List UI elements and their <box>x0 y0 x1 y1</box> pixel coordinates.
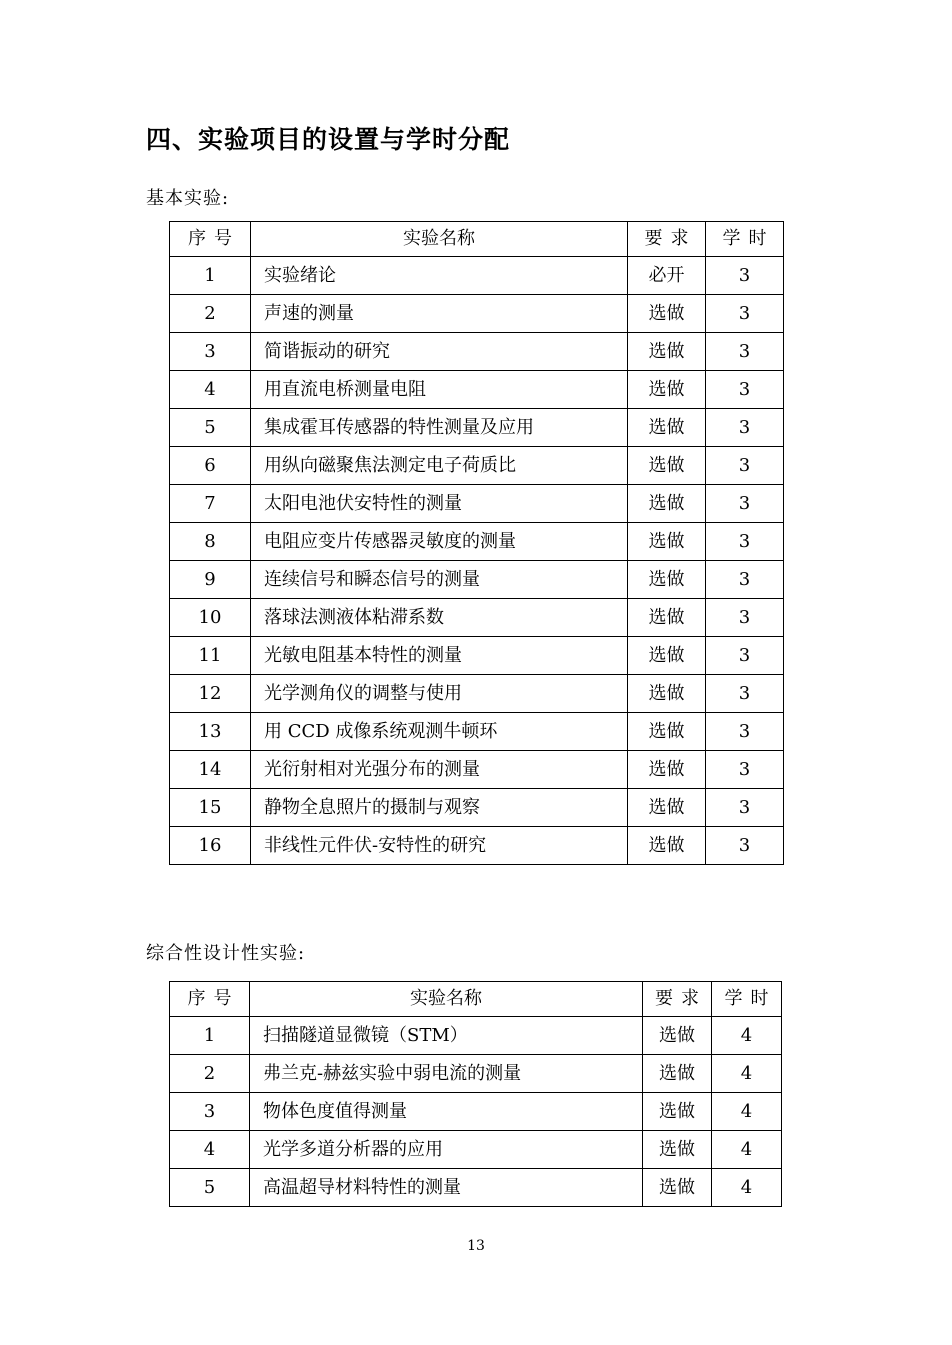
design-experiments-table <box>169 981 782 1207</box>
table-row <box>170 1017 782 1055</box>
table-row <box>170 1169 782 1207</box>
requirement: 选做 <box>628 675 706 713</box>
table-row <box>170 1093 782 1131</box>
requirement: 选做 <box>628 295 706 333</box>
row-number: 4 <box>170 1131 250 1169</box>
table-row <box>170 675 784 713</box>
table-row <box>170 257 784 295</box>
table-row <box>170 713 784 751</box>
table-row <box>170 409 784 447</box>
experiment-name: 扫描隧道显微镜（STM） <box>250 1017 643 1055</box>
hours: 3 <box>706 827 784 865</box>
header-no: 序号 <box>170 222 251 257</box>
row-number: 15 <box>170 789 251 827</box>
table-row <box>170 561 784 599</box>
requirement: 选做 <box>628 713 706 751</box>
table-row <box>170 637 784 675</box>
experiment-name: 非线性元件伏-安特性的研究 <box>251 827 628 865</box>
experiment-name: 光衍射相对光强分布的测量 <box>251 751 628 789</box>
experiment-name: 用 CCD 成像系统观测牛顿环 <box>251 713 628 751</box>
row-number: 10 <box>170 599 251 637</box>
hours: 3 <box>706 675 784 713</box>
row-number: 8 <box>170 523 251 561</box>
experiment-name: 光学测角仪的调整与使用 <box>251 675 628 713</box>
requirement: 选做 <box>628 409 706 447</box>
requirement: 选做 <box>628 827 706 865</box>
experiment-name: 电阻应变片传感器灵敏度的测量 <box>251 523 628 561</box>
row-number: 3 <box>170 333 251 371</box>
row-number: 4 <box>170 371 251 409</box>
header-hours: 学时 <box>706 222 784 257</box>
requirement: 选做 <box>628 599 706 637</box>
hours: 4 <box>712 1055 782 1093</box>
requirement: 选做 <box>628 789 706 827</box>
table-row <box>170 1055 782 1093</box>
experiment-name: 用直流电桥测量电阻 <box>251 371 628 409</box>
row-number: 1 <box>170 1017 250 1055</box>
requirement: 选做 <box>643 1131 712 1169</box>
basic-experiments-table <box>169 221 784 865</box>
row-number: 6 <box>170 447 251 485</box>
hours: 3 <box>706 333 784 371</box>
experiment-name: 声速的测量 <box>251 295 628 333</box>
requirement: 选做 <box>628 371 706 409</box>
table-row <box>170 485 784 523</box>
row-number: 16 <box>170 827 251 865</box>
table-row <box>170 1131 782 1169</box>
basic-section-label: 基本实验: <box>146 188 230 209</box>
requirement: 选做 <box>628 485 706 523</box>
table-header-row <box>170 222 784 257</box>
requirement: 选做 <box>643 1169 712 1207</box>
table-row <box>170 523 784 561</box>
table-row <box>170 295 784 333</box>
row-number: 13 <box>170 713 251 751</box>
table-row <box>170 751 784 789</box>
table-row <box>170 599 784 637</box>
experiment-name: 物体色度值得测量 <box>250 1093 643 1131</box>
experiment-name: 光敏电阻基本特性的测量 <box>251 637 628 675</box>
requirement: 选做 <box>628 447 706 485</box>
table-row <box>170 789 784 827</box>
requirement: 选做 <box>643 1093 712 1131</box>
header-requirement: 要求 <box>628 222 706 257</box>
row-number: 2 <box>170 1055 250 1093</box>
experiment-name: 简谐振动的研究 <box>251 333 628 371</box>
hours: 3 <box>706 599 784 637</box>
hours: 3 <box>706 257 784 295</box>
hours: 3 <box>706 637 784 675</box>
experiment-name: 光学多道分析器的应用 <box>250 1131 643 1169</box>
header-no: 序号 <box>170 982 250 1017</box>
header-name: 实验名称 <box>251 222 628 257</box>
row-number: 5 <box>170 409 251 447</box>
hours: 3 <box>706 523 784 561</box>
hours: 3 <box>706 789 784 827</box>
row-number: 3 <box>170 1093 250 1131</box>
page-title: 四、实验项目的设置与学时分配 <box>146 125 511 154</box>
experiment-name: 弗兰克-赫兹实验中弱电流的测量 <box>250 1055 643 1093</box>
hours: 4 <box>712 1131 782 1169</box>
row-number: 5 <box>170 1169 250 1207</box>
hours: 3 <box>706 409 784 447</box>
row-number: 12 <box>170 675 251 713</box>
table-row <box>170 827 784 865</box>
requirement: 选做 <box>628 523 706 561</box>
table-header-row <box>170 982 782 1017</box>
experiment-name: 静物全息照片的摄制与观察 <box>251 789 628 827</box>
table-row <box>170 333 784 371</box>
row-number: 7 <box>170 485 251 523</box>
hours: 3 <box>706 447 784 485</box>
header-hours: 学时 <box>712 982 782 1017</box>
hours: 3 <box>706 561 784 599</box>
hours: 3 <box>706 371 784 409</box>
requirement: 必开 <box>628 257 706 295</box>
experiment-name: 高温超导材料特性的测量 <box>250 1169 643 1207</box>
design-section-label: 综合性设计性实验: <box>146 943 306 964</box>
hours: 3 <box>706 485 784 523</box>
requirement: 选做 <box>628 751 706 789</box>
row-number: 14 <box>170 751 251 789</box>
requirement: 选做 <box>628 333 706 371</box>
row-number: 11 <box>170 637 251 675</box>
experiment-name: 实验绪论 <box>251 257 628 295</box>
header-name: 实验名称 <box>250 982 643 1017</box>
hours: 4 <box>712 1093 782 1131</box>
row-number: 2 <box>170 295 251 333</box>
hours: 3 <box>706 713 784 751</box>
row-number: 9 <box>170 561 251 599</box>
hours: 4 <box>712 1169 782 1207</box>
experiment-name: 连续信号和瞬态信号的测量 <box>251 561 628 599</box>
requirement: 选做 <box>628 637 706 675</box>
row-number: 1 <box>170 257 251 295</box>
experiment-name: 集成霍耳传感器的特性测量及应用 <box>251 409 628 447</box>
requirement: 选做 <box>628 561 706 599</box>
hours: 4 <box>712 1017 782 1055</box>
requirement: 选做 <box>643 1017 712 1055</box>
hours: 3 <box>706 751 784 789</box>
experiment-name: 太阳电池伏安特性的测量 <box>251 485 628 523</box>
hours: 3 <box>706 295 784 333</box>
requirement: 选做 <box>643 1055 712 1093</box>
experiment-name: 用纵向磁聚焦法测定电子荷质比 <box>251 447 628 485</box>
table-row <box>170 371 784 409</box>
page-number: 13 <box>467 1238 485 1254</box>
experiment-name: 落球法测液体粘滞系数 <box>251 599 628 637</box>
table-row <box>170 447 784 485</box>
header-requirement: 要求 <box>643 982 712 1017</box>
